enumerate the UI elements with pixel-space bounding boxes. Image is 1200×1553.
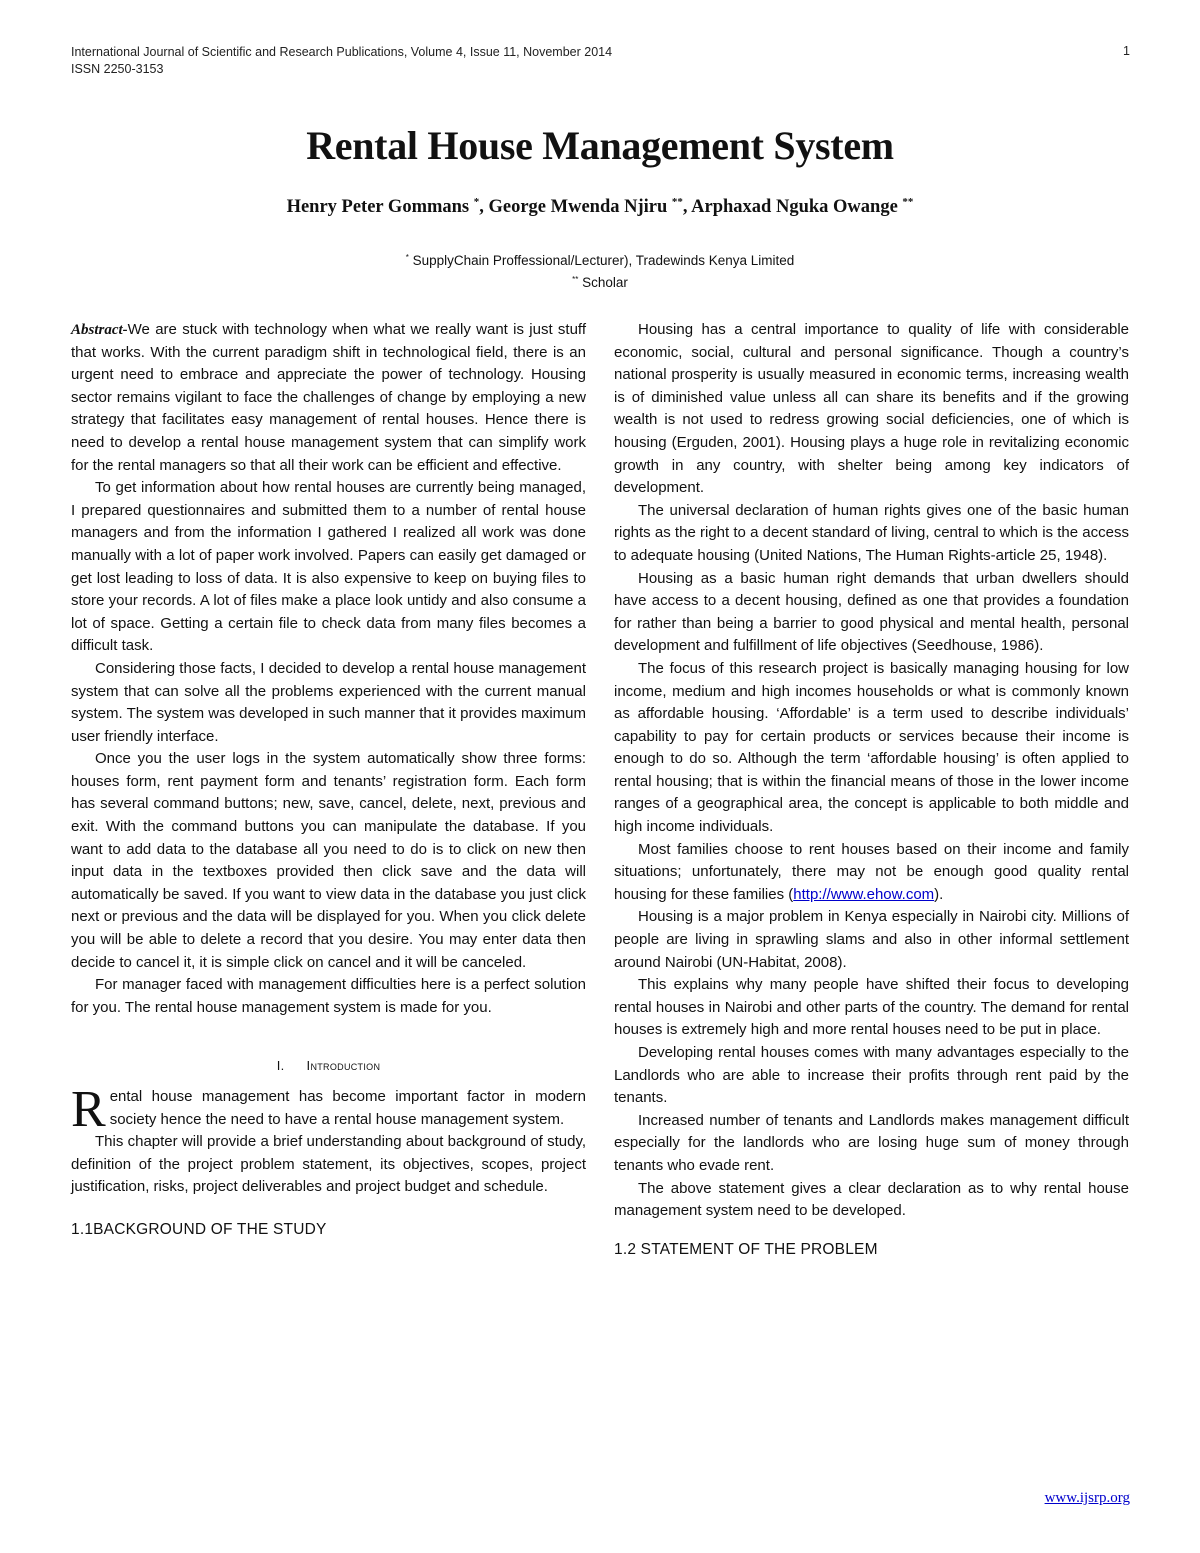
page-number: 1	[1123, 44, 1130, 58]
affiliation-line	[0, 270, 1200, 292]
section-title: Introduction	[306, 1058, 381, 1074]
author-mark: **	[902, 196, 914, 208]
issn: ISSN 2250-3153	[71, 62, 164, 76]
ehow-link[interactable]: http://www.ehow.com	[793, 885, 935, 903]
intro-text: ental house management has become important factor in modern society hence the need to have a rental house management system.	[109, 1088, 586, 1128]
author-list: Henry Peter Gommans *, George Mwenda Njiru **, Arphaxad Nguka Owange **	[286, 196, 914, 217]
body-paragraph: The focus of this research project is basically managing housing for low income, medium and high incomes households or what is commonly known as affordable housing. ‘Affordable’ is a term used to describe individuals’ capability to pay for certain products or services because their income is enough to do so. Although the term ‘affordable housing’ is often applied to rental housing; that is within the financial means of those in the lower income ranges of a geographical area, the concept is applicable to both middle and high income individuals.	[614, 659, 1129, 836]
paper-title: Rental House Management System	[306, 123, 894, 168]
author-name: Arphaxad Nguka Owange	[691, 197, 898, 217]
running-header	[71, 44, 612, 78]
affiliations	[0, 248, 1200, 292]
abstract-label: Abstract-	[71, 322, 128, 338]
abstract-paragraph: For manager faced with management difficulties here is a perfect solution for you. The rental house management system is made for you.	[71, 976, 586, 1016]
journal-info: International Journal of Scientific and Research Publications, Volume 4, Issue 11, November 2014	[71, 45, 613, 59]
body-paragraph: The universal declaration of human rights gives one of the basic human rights as the right to a decent standard of living, central to which is the access to adequate housing (United Nations, The Human Rights-article 25, 1948).	[614, 501, 1129, 564]
families-text-end: ).	[934, 885, 944, 903]
body-paragraph: Housing as a basic human right demands that urban dwellers should have access to a decent housing, defined as one that provides a foundation for rather than being a barrier to good physical and mental health, personal development and fulfillment of life objectives (Seedhouse, 1986).	[614, 569, 1129, 655]
intro-paragraph	[71, 1081, 586, 1138]
affiliation-text: Scholar	[582, 275, 628, 290]
affiliation-text: SupplyChain Proffessional/Lecturer), Tradewinds Kenya Limited	[412, 253, 795, 268]
affiliation-mark: **	[572, 275, 579, 284]
body-paragraph	[614, 839, 1129, 907]
body-paragraph: The above statement gives a clear declaration as to why rental house management system need to be developed.	[614, 1179, 1129, 1220]
affiliation-mark: *	[405, 253, 409, 262]
abstract-paragraph: Once you the user logs in the system automatically show three forms: houses form, rent payment form and tenants’ registration form. Each form has several command buttons; new, save, cancel, delete, next, previous and exit. With the command buttons you can manipulate the database. If you want to add data to the database all you need to do is to click on new then input data in the textboxes provided then click save and the data will automatically be saved. If you want to view data in the database you just click next or previous and the data will be displayed for you. When you click delete you will be able to delete a record that you desire. You may enter data then decide to cancel it, it is simple click on cancel and it will be canceled.	[71, 750, 586, 971]
families-text: Most families choose to rent houses based on their income and family situations; unfortunately, there may not be enough good quality rental housing for these families (	[614, 840, 1129, 903]
drop-cap: R	[71, 1081, 106, 1138]
abstract-paragraph: Considering those facts, I decided to develop a rental house management system that can solve all the problems experienced with the current manual system. The system was developed in such manner that it provides maximum user friendly interface.	[71, 659, 586, 745]
right-column	[614, 319, 1129, 1261]
abstract-paragraph	[71, 319, 586, 477]
left-column	[71, 319, 586, 1242]
body-paragraph: Housing has a central importance to quality of life with considerable economic, social, cultural and personal significance. Though a country’s national prosperity is usually measured in economic terms, increasing wealth is of diminished value unless all can share its benefits and if the growing wealth is not used to redress growing social deficiencies, one of which is housing (Erguden, 2001). Housing plays a huge role in revitalizing economic growth in any country, with shelter being among key indicators of development.	[614, 321, 1129, 497]
body-paragraph: Developing rental houses comes with many advantages especially to the Landlords who are able to increase their profits through rent paid by the tenants.	[614, 1044, 1129, 1107]
intro-paragraph: This chapter will provide a brief understanding about background of study, definition of the project problem statement, its objectives, scopes, project justification, risks, project deliverables and project budget and schedule.	[71, 1133, 586, 1196]
journal-website-link[interactable]: www.ijsrp.org	[1044, 1490, 1130, 1506]
abstract-paragraph: To get information about how rental houses are currently being managed, I prepared questionnaires and submitted them to a number of rental house managers and from the information I gathered I realized all work was done manually with a lot of paper work involved. Papers can easily get damaged or get lost leading to loss of data. It is also expensive to keep on buying files to store your records. A lot of files make a place look untidy and also consume a lot of space. Getting a certain file to check data from many files becomes a difficult task.	[71, 479, 586, 655]
section-heading-introduction	[71, 1055, 586, 1078]
subsection-heading-background: 1.1BACKGROUND OF THE STUDY	[71, 1220, 327, 1238]
author-mark: *	[473, 196, 480, 208]
abstract-text: We are stuck with technology when what we really want is just stuff that works. With the current paradigm shift in technological field, there is an urgent need to embrace and appreciate the power of technology. Housing sector remains vigilant to face the challenges of change by employing a new strategy that facilitates easy management of rental houses. Hence there is need to develop a rental house management system that can simplify work for the rental managers so that all their work can be efficient and effective.	[71, 321, 586, 474]
author-name: Henry Peter Gommans	[286, 197, 470, 217]
affiliation-line	[0, 248, 1200, 270]
body-paragraph: Increased number of tenants and Landlords makes management difficult especially for the landlords who are losing huge sum of money through tenants who evade rent.	[614, 1111, 1129, 1174]
body-paragraph: This explains why many people have shifted their focus to developing rental houses in Nairobi and other parts of the country. The demand for rental houses is extremely high and more rental houses need to be put in place.	[614, 976, 1129, 1039]
section-number: I.	[276, 1058, 285, 1074]
body-paragraph: Housing is a major problem in Kenya especially in Nairobi city. Millions of people are living in sprawling slams and also in other informal settlement around Nairobi (UN-Habitat, 2008).	[614, 908, 1129, 971]
author-mark: **	[671, 196, 683, 208]
subsection-heading-problem: 1.2 STATEMENT OF THE PROBLEM	[614, 1240, 878, 1258]
author-name: George Mwenda Njiru	[488, 197, 668, 217]
